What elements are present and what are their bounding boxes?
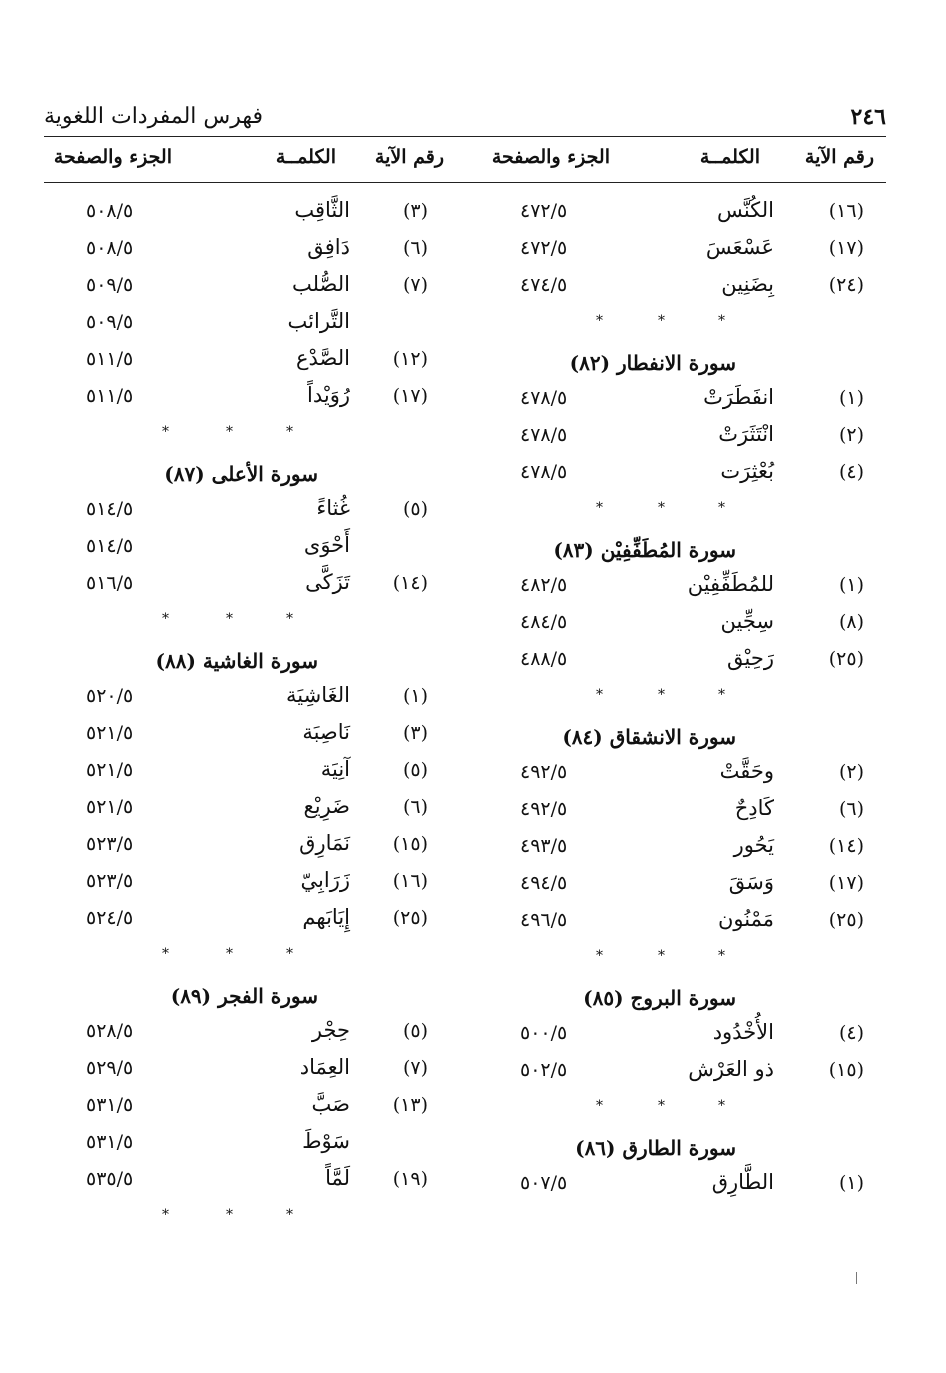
index-row: [46, 1164, 446, 1201]
verse-number: (٧): [402, 274, 428, 296]
verse-number: (٥): [402, 498, 428, 520]
index-row: [478, 570, 878, 607]
verse-number: (١): [402, 685, 428, 707]
word-entry: التَّرائب: [287, 309, 350, 333]
separator-star: *: [286, 424, 293, 440]
part-page-ref: ٥١١/٥: [86, 385, 134, 407]
verse-number: (٨): [838, 611, 864, 633]
word-entry: الأُخْدُود: [712, 1020, 774, 1044]
running-header: [44, 104, 886, 134]
separator-star: *: [286, 611, 293, 627]
part-page-header: الجزء والصفحة: [491, 146, 610, 168]
part-page-ref: ٥٣٥/٥: [86, 1168, 134, 1190]
part-page-ref: ٥٢٠/٥: [86, 685, 134, 707]
verse-number: (١٦): [392, 870, 428, 892]
verse-number: (٢٥): [828, 648, 864, 670]
separator-star: *: [658, 1098, 665, 1114]
word-entry: أَحْوَى: [303, 533, 350, 557]
part-page-header: الجزء والصفحة: [53, 146, 172, 168]
part-page-ref: ٤٨٤/٥: [520, 611, 568, 633]
surah-heading: [478, 717, 878, 757]
section-separator: [478, 307, 878, 343]
word-entry: انفَطَرَتْ: [703, 385, 774, 409]
part-page-ref: ٥٢٣/٥: [86, 870, 134, 892]
part-page-ref: ٤٩٢/٥: [520, 761, 568, 783]
section-separator: [478, 1092, 878, 1128]
word-entry: الغَاشِيَة: [286, 683, 350, 707]
verse-number: (١٧): [392, 385, 428, 407]
index-row: [478, 457, 878, 494]
running-title: فهرس المفردات اللغوية: [44, 104, 264, 129]
index-row: [46, 196, 446, 233]
verse-number: (١٢): [392, 348, 428, 370]
word-entry: كَادِحٌ: [734, 796, 774, 820]
separator-star: *: [162, 1207, 169, 1223]
separator-star: *: [718, 687, 725, 703]
index-row: [478, 831, 878, 868]
part-page-ref: ٤٩٢/٥: [520, 798, 568, 820]
surah-heading: [478, 530, 878, 570]
word-header: الكلمــة: [275, 146, 336, 168]
verse-number: (٥): [402, 1020, 428, 1042]
section-separator: [46, 605, 446, 641]
index-row: [46, 1016, 446, 1053]
word-entry: سِجِّين: [720, 609, 774, 633]
surah-title: سورة البروج (٨٥): [583, 986, 736, 1010]
index-row: [478, 757, 878, 794]
separator-star: *: [162, 611, 169, 627]
part-page-ref: ٥٣١/٥: [86, 1131, 134, 1153]
index-row: [478, 420, 878, 457]
word-entry: إِيَابَهم: [302, 905, 350, 929]
separator-star: *: [162, 424, 169, 440]
index-row: [478, 607, 878, 644]
separator-star: *: [718, 313, 725, 329]
word-entry: دَافِق: [307, 235, 350, 259]
section-separator: [478, 494, 878, 530]
verse-number: (١٧): [828, 237, 864, 259]
index-row: [478, 233, 878, 270]
verse-number: (١٧): [828, 872, 864, 894]
word-entry: وحَقَّتْ: [719, 759, 774, 783]
verse-header: رقم الآية: [374, 146, 444, 168]
separator-star: *: [286, 946, 293, 962]
index-row: [46, 1053, 446, 1090]
section-separator: [46, 940, 446, 976]
separator-star: *: [718, 1098, 725, 1114]
surah-title: سورة الانفطار (٨٢): [569, 351, 736, 375]
word-entry: ضَرِيْع: [303, 794, 350, 818]
word-entry: انْتَثَرَتْ: [718, 422, 774, 446]
index-row: [46, 307, 446, 344]
word-entry: عَسْعَسَ: [705, 235, 774, 259]
surah-heading: [478, 1128, 878, 1168]
verse-header: رقم الآية: [804, 146, 874, 168]
separator-star: *: [596, 313, 603, 329]
header-rule: [44, 136, 886, 137]
index-row: [46, 681, 446, 718]
part-page-ref: ٤٨٢/٥: [520, 574, 568, 596]
part-page-ref: ٥٢١/٥: [86, 796, 134, 818]
word-entry: تَزَكَّى: [305, 570, 350, 594]
separator-star: *: [658, 948, 665, 964]
surah-title: سورة المُطَفِّفِيْن (٨٣): [553, 538, 736, 562]
separator-star: *: [162, 946, 169, 962]
part-page-ref: ٥٠٩/٥: [86, 274, 134, 296]
separator-star: *: [596, 500, 603, 516]
index-row: [478, 794, 878, 831]
index-row: [46, 792, 446, 829]
index-row: [46, 568, 446, 605]
word-entry: حِجْر: [311, 1018, 350, 1042]
separator-star: *: [226, 1207, 233, 1223]
surah-heading: [46, 641, 446, 681]
verse-number: (٢): [838, 424, 864, 446]
word-entry: بُعْثِرَت: [720, 459, 774, 483]
page-number: ٢٤٦: [850, 104, 886, 130]
part-page-ref: ٥٠٧/٥: [520, 1172, 568, 1194]
index-row: [46, 718, 446, 755]
verse-number: (١٥): [392, 833, 428, 855]
index-row: [478, 905, 878, 942]
index-row: [478, 868, 878, 905]
verse-number: (٦): [402, 237, 428, 259]
verse-number: (٥): [402, 759, 428, 781]
index-row: [46, 270, 446, 307]
separator-star: *: [286, 1207, 293, 1223]
index-row: [478, 1168, 878, 1205]
verse-number: (١): [838, 1172, 864, 1194]
index-row: [46, 381, 446, 418]
verse-number: (٤): [838, 1022, 864, 1044]
word-entry: للمُطَفِّفِيْن: [687, 572, 774, 596]
word-entry: رُوَيْداً: [307, 383, 350, 407]
verse-number: (١٦): [828, 200, 864, 222]
part-page-ref: ٥٣١/٥: [86, 1094, 134, 1116]
surah-heading: [478, 343, 878, 383]
surah-title: سورة الفجر (٨٩): [170, 984, 318, 1008]
index-row: [478, 383, 878, 420]
verse-number: (١): [838, 387, 864, 409]
part-page-ref: ٥١٦/٥: [86, 572, 134, 594]
index-row: [478, 270, 878, 307]
index-row: [478, 1055, 878, 1092]
separator-star: *: [226, 611, 233, 627]
verse-number: (٢٥): [828, 909, 864, 931]
part-page-ref: ٥٢٣/٥: [86, 833, 134, 855]
word-entry: الصُّلب: [291, 272, 350, 296]
verse-number: (١٥): [828, 1059, 864, 1081]
separator-star: *: [596, 687, 603, 703]
word-entry: الكُنَّس: [717, 198, 774, 222]
section-separator: [478, 942, 878, 978]
word-entry: رَحِيْق: [727, 646, 774, 670]
part-page-ref: ٤٩٤/٥: [520, 872, 568, 894]
word-header: الكلمــة: [699, 146, 760, 168]
word-entry: الطَّارِق: [711, 1170, 774, 1194]
word-entry: الصَّدْع: [296, 346, 350, 370]
surah-heading: [478, 978, 878, 1018]
margin-mark: [856, 1272, 857, 1284]
part-page-ref: ٤٧٨/٥: [520, 387, 568, 409]
section-separator: [478, 681, 878, 717]
verse-number: (١٩): [392, 1168, 428, 1190]
word-entry: نَمَارِق: [299, 831, 350, 855]
section-separator: [46, 1201, 446, 1237]
surah-heading: [46, 454, 446, 494]
index-row: [478, 196, 878, 233]
verse-number: (١٤): [392, 572, 428, 594]
verse-number: (٧): [402, 1057, 428, 1079]
word-entry: بِضَنِين: [721, 272, 774, 296]
part-page-ref: ٤٨٨/٥: [520, 648, 568, 670]
section-separator: [46, 418, 446, 454]
part-page-ref: ٥٢٩/٥: [86, 1057, 134, 1079]
word-entry: ذو العَرْش: [688, 1057, 774, 1081]
part-page-ref: ٥٢٤/٥: [86, 907, 134, 929]
right-column-header: [478, 146, 878, 180]
word-entry: الثَّاقِب: [294, 198, 350, 222]
verse-number: (٤): [838, 461, 864, 483]
part-page-ref: ٤٩٣/٥: [520, 835, 568, 857]
part-page-ref: ٥٠٨/٥: [86, 237, 134, 259]
index-row: [46, 233, 446, 270]
verse-number: (٦): [838, 798, 864, 820]
separator-star: *: [596, 948, 603, 964]
part-page-ref: ٥٢١/٥: [86, 722, 134, 744]
part-page-ref: ٤٧٨/٥: [520, 424, 568, 446]
word-entry: مَمْنُون: [718, 907, 774, 931]
part-page-ref: ٥٠٠/٥: [520, 1022, 568, 1044]
column-header-rule: [44, 182, 886, 183]
verse-number: (١): [838, 574, 864, 596]
verse-number: (٢): [838, 761, 864, 783]
index-row: [46, 866, 446, 903]
verse-number: (١٣): [392, 1094, 428, 1116]
part-page-ref: ٥٠٩/٥: [86, 311, 134, 333]
left-column: [46, 196, 446, 1237]
separator-star: *: [596, 1098, 603, 1114]
index-row: [46, 344, 446, 381]
verse-number: (٦): [402, 796, 428, 818]
index-row: [46, 494, 446, 531]
word-entry: يَحُور: [733, 833, 774, 857]
separator-star: *: [226, 424, 233, 440]
separator-star: *: [658, 313, 665, 329]
word-entry: العِمَاد: [299, 1055, 350, 1079]
surah-title: سورة الأعلى (٨٧): [164, 462, 318, 486]
separator-star: *: [718, 500, 725, 516]
part-page-ref: ٤٧٢/٥: [520, 200, 568, 222]
index-row: [478, 644, 878, 681]
index-row: [46, 1127, 446, 1164]
part-page-ref: ٤٧٨/٥: [520, 461, 568, 483]
part-page-ref: ٥٢١/٥: [86, 759, 134, 781]
word-entry: آنِيَة: [320, 757, 350, 781]
verse-number: (٣): [402, 722, 428, 744]
verse-number: (٢٥): [392, 907, 428, 929]
index-row: [46, 531, 446, 568]
surah-heading: [46, 976, 446, 1016]
part-page-ref: ٥١١/٥: [86, 348, 134, 370]
word-entry: لَمَّاً: [325, 1166, 350, 1190]
surah-title: سورة الانشقاق (٨٤): [562, 725, 736, 749]
left-column-header: [46, 146, 446, 180]
index-row: [46, 903, 446, 940]
separator-star: *: [658, 687, 665, 703]
part-page-ref: ٥١٤/٥: [86, 498, 134, 520]
separator-star: *: [718, 948, 725, 964]
verse-number: (١٤): [828, 835, 864, 857]
word-entry: سَوْطَ: [302, 1129, 350, 1153]
verse-number: (٢٤): [828, 274, 864, 296]
word-entry: صَبَّ: [311, 1092, 350, 1116]
part-page-ref: ٥٢٨/٥: [86, 1020, 134, 1042]
word-entry: غُثاءً: [316, 496, 350, 520]
index-row: [46, 755, 446, 792]
part-page-ref: ٤٩٦/٥: [520, 909, 568, 931]
verse-number: (٣): [402, 200, 428, 222]
word-entry: زَرَابِيّ: [300, 868, 350, 892]
right-column: [478, 196, 878, 1205]
surah-title: سورة الغاشية (٨٨): [155, 649, 318, 673]
word-entry: وَسَقَ: [728, 870, 774, 894]
separator-star: *: [226, 946, 233, 962]
word-entry: نَاصِبَة: [302, 720, 350, 744]
separator-star: *: [658, 500, 665, 516]
surah-title: سورة الطارق (٨٦): [575, 1136, 736, 1160]
index-row: [46, 829, 446, 866]
part-page-ref: ٥٠٨/٥: [86, 200, 134, 222]
index-row: [478, 1018, 878, 1055]
part-page-ref: ٥٠٢/٥: [520, 1059, 568, 1081]
part-page-ref: ٥١٤/٥: [86, 535, 134, 557]
part-page-ref: ٤٧٤/٥: [520, 274, 568, 296]
part-page-ref: ٤٧٢/٥: [520, 237, 568, 259]
index-row: [46, 1090, 446, 1127]
